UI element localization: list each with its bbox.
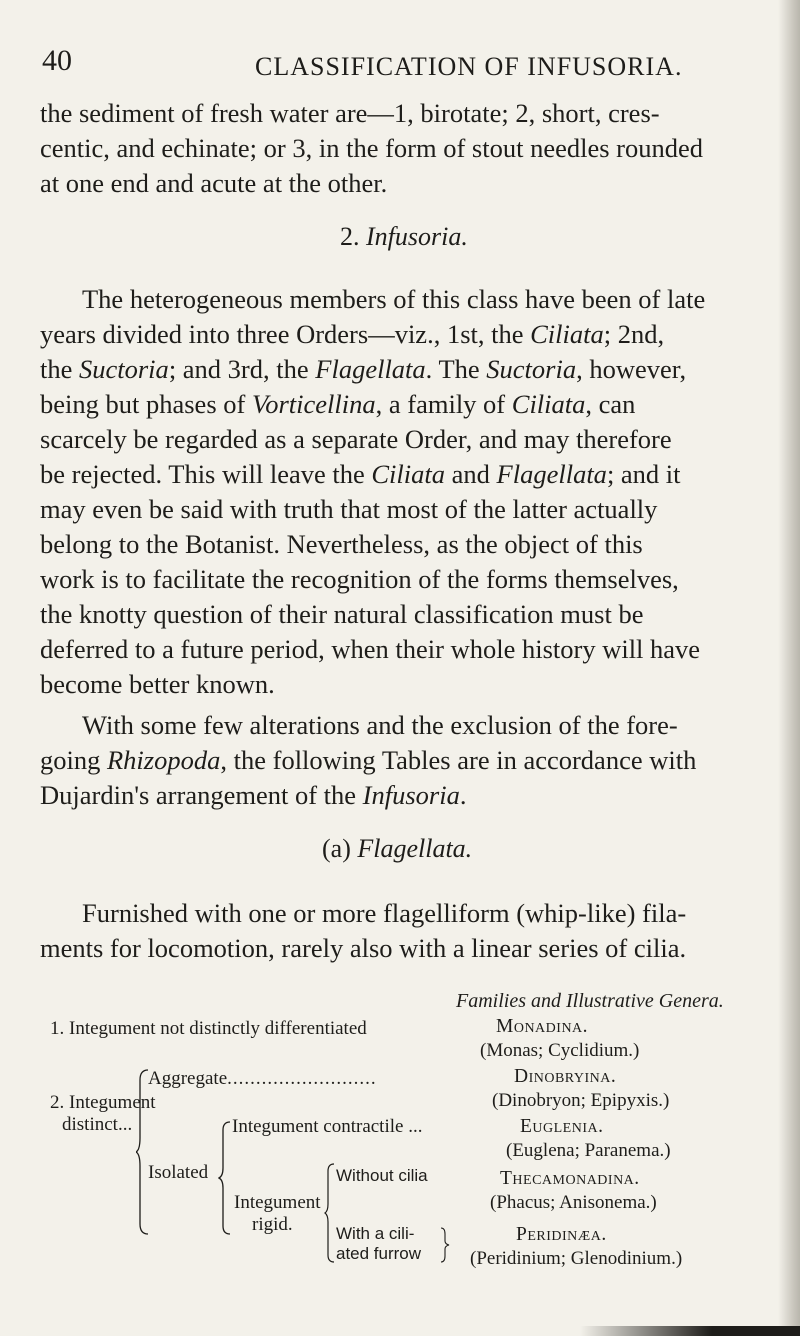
family-monadina: Monadina. [496, 1016, 589, 1037]
row2-label-line1: 2. Integument [50, 1092, 156, 1113]
text-line: deferred to a future period, when their whole history will have [40, 634, 701, 664]
section-heading-infusoria [340, 222, 468, 252]
text-line: With some few alterations and the exclusion of the fore- [82, 710, 678, 740]
section-heading-flagellata [322, 834, 472, 864]
without-cilia-label: Without cilia [336, 1166, 428, 1185]
genera-euglenia: (Euglena; Paranema.) [506, 1140, 671, 1161]
paragraph-tables-intro [40, 708, 768, 813]
text-line: centic, and echinate; or 3, in the form of stout needles rounded [40, 133, 704, 163]
text-line: may even be said with truth that most of the latter actually [40, 494, 658, 524]
family-euglenia: Euglenia. [520, 1116, 604, 1137]
brace-isolated [218, 1120, 232, 1236]
integument-contractile-label: Integument contractile ... [232, 1116, 423, 1137]
paragraph-flagellata-description [40, 896, 768, 966]
aggregate-text: Aggregate [148, 1068, 228, 1089]
running-head: CLASSIFICATION OF INFUSORIA. [255, 52, 683, 81]
table-column-header: Families and Illustrative Genera. [456, 990, 724, 1012]
integument-rigid-line2: rigid. [252, 1214, 293, 1235]
text-line: belong to the Botanist. Nevertheless, as the object of this [40, 529, 643, 559]
row2-label-line2: distinct... [62, 1114, 133, 1135]
isolated-label: Isolated [148, 1162, 209, 1183]
text-line: be rejected. This will leave the Ciliata and Flagellata; and it [40, 459, 681, 489]
text-line: ments for locomotion, rarely also with a linear series of cilia. [40, 933, 687, 963]
text-line: going Rhizopoda, the following Tables are in accordance with [40, 745, 697, 775]
leader-dots: .......................... [227, 1068, 377, 1089]
brace-ciliated-furrow [440, 1226, 450, 1264]
brace-integument-distinct [136, 1068, 150, 1236]
page-edge-shadow [778, 0, 800, 1336]
paragraph-sediment [40, 96, 768, 201]
with-ciliated-furrow-line2: ated furrow [336, 1244, 422, 1263]
text-line: Furnished with one or more flagelliform (whip-like) fila- [82, 898, 687, 928]
row1-label: 1. Integument not distinctly differentiated [50, 1018, 367, 1039]
text-line: the knotty question of their natural classification must be [40, 599, 644, 629]
text-line: scarcely be regarded as a separate Order, and may therefore [40, 424, 672, 454]
genera-peridinaea: (Peridinium; Glenodinium.) [470, 1248, 683, 1269]
family-peridinaea: Peridinæa. [516, 1224, 607, 1245]
text-line: Dujardin's arrangement of the Infusoria. [40, 780, 467, 810]
brace-integument-rigid [324, 1162, 336, 1264]
genera-dinobryina: (Dinobryon; Epipyxis.) [492, 1090, 670, 1111]
text-line: work is to facilitate the recognition of the forms themselves, [40, 564, 679, 594]
text-line: being but phases of Vorticellina, a family of Ciliata, can [40, 389, 636, 419]
genera-thecamonadina: (Phacus; Anisonema.) [490, 1192, 657, 1213]
text-line: the sediment of fresh water are—1, birotate; 2, short, cres- [40, 98, 660, 128]
text-line: years divided into three Orders—viz., 1st, the Ciliata; 2nd, [40, 319, 665, 349]
text-line: the Suctoria; and 3rd, the Flagellata. The Suctoria, however, [40, 354, 687, 384]
page-number: 40 [42, 44, 72, 77]
heading-text: 2. Infusoria. [340, 222, 468, 251]
aggregate-label [148, 1068, 377, 1090]
text-line: become better known. [40, 669, 275, 699]
family-dinobryina: Dinobryina. [514, 1066, 617, 1087]
text-line: The heterogeneous members of this class have been of late [82, 284, 706, 314]
genera-monadina: (Monas; Cyclidium.) [480, 1040, 640, 1061]
integument-rigid-line1: Integument [234, 1192, 321, 1213]
with-ciliated-furrow-line1: With a cili- [336, 1224, 415, 1243]
paragraph-orders [40, 282, 768, 702]
heading-text: (a) Flagellata. [322, 834, 473, 863]
family-thecamonadina: Thecamonadina. [500, 1168, 640, 1189]
text-line: at one end and acute at the other. [40, 168, 388, 198]
page-bottom-edge [580, 1326, 800, 1336]
